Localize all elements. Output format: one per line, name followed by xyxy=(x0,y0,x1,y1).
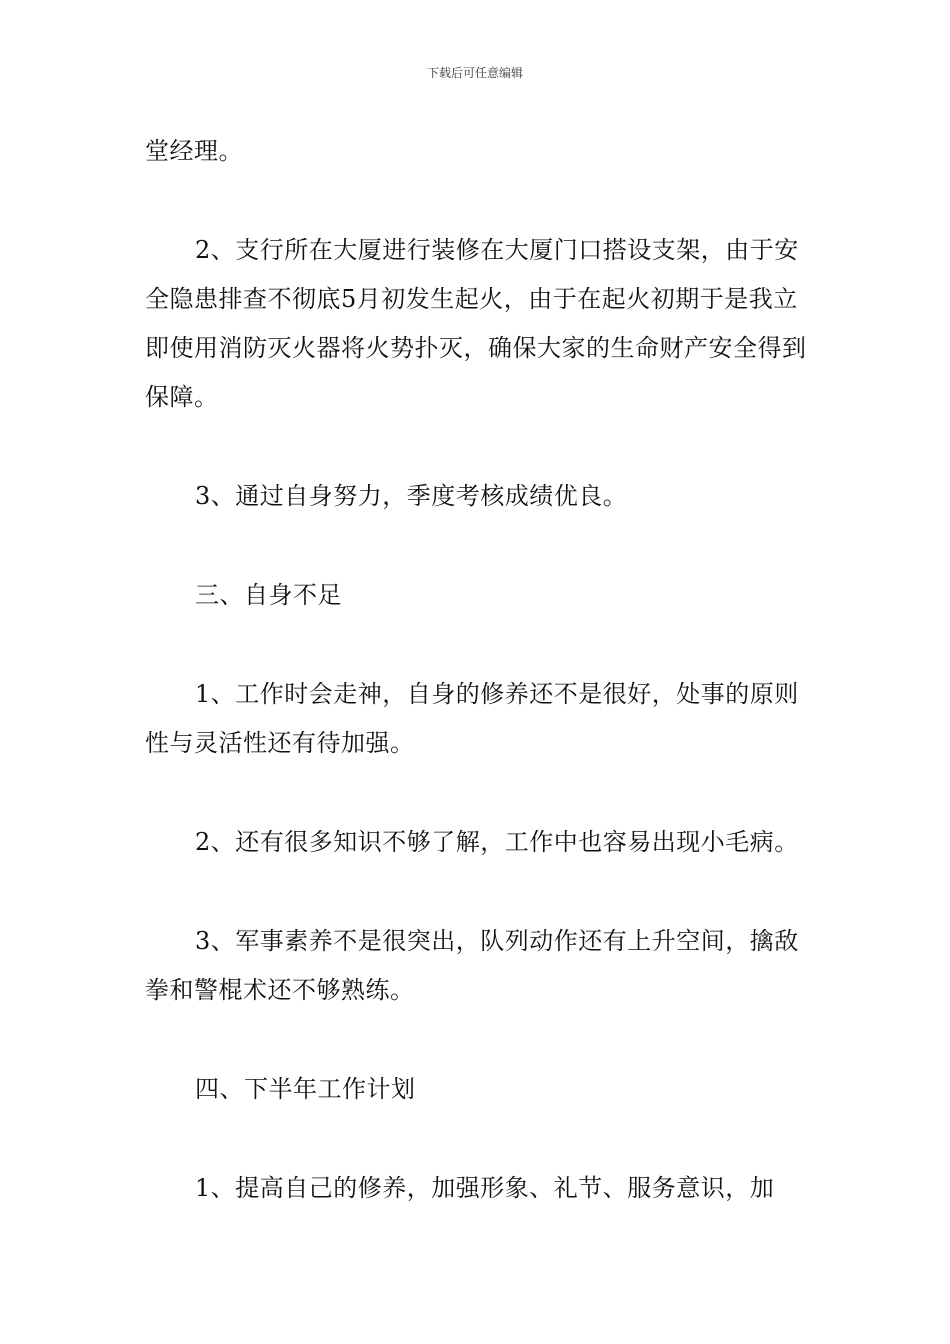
paragraph-shortcoming-3: 3、军事素养不是很突出，队列动作还有上升空间，擒敌拳和警棍术还不够熟练。 xyxy=(145,927,799,1004)
section-heading-shortcomings: 三、自身不足 xyxy=(195,581,342,609)
section-heading-plan: 四、下半年工作计划 xyxy=(195,1075,416,1103)
paragraph-shortcoming-1: 1、工作时会走神，自身的修养还不是很好，处事的原则性与灵活性还有待加强。 xyxy=(145,680,799,757)
paragraph-shortcoming-2: 2、还有很多知识不够了解，工作中也容易出现小毛病。 xyxy=(195,828,799,856)
page-header: 下载后可任意编辑 xyxy=(426,66,523,80)
paragraph-item-2-fire: 2、支行所在大厦进行装修在大厦门口搭设支架，由于安全隐患排查不彻底5月初发生起火，由于在起火初期于是我立即使用消防灭火器将火势扑灭，确保大家的生命财产安全得到保障。 xyxy=(145,236,807,411)
paragraph-item-3-assessment: 3、通过自身努力，季度考核成绩优良。 xyxy=(195,482,628,510)
paragraph-plan-1: 1、提高自己的修养，加强形象、礼节、服务意识，加 xyxy=(195,1174,775,1202)
document-body xyxy=(145,127,807,1213)
paragraph-continuation: 堂经理。 xyxy=(145,137,243,165)
